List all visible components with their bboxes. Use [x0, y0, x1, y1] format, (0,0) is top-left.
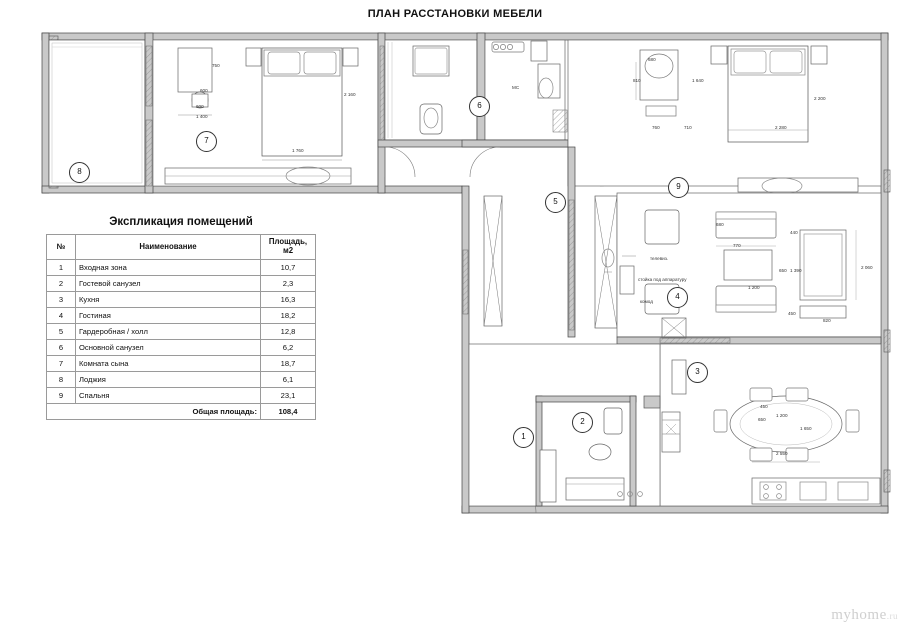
dimension-label: 2 160: [344, 92, 356, 97]
row-number: 6: [47, 340, 76, 356]
row-number: 2: [47, 276, 76, 292]
row-number: 5: [47, 324, 76, 340]
dimension-label: 680: [716, 222, 724, 227]
dimension-label: 1 650: [800, 426, 812, 431]
dimension-label: 820: [823, 318, 831, 323]
watermark-domain: .ru: [886, 611, 898, 621]
dimension-label: 450: [760, 404, 768, 409]
dimension-label: 770: [733, 243, 741, 248]
dimension-label: 1 640: [692, 78, 704, 83]
dimension-label: 2 280: [775, 125, 787, 130]
row-room-name: Основной санузел: [76, 340, 261, 356]
row-room-name: Гардеробная / холл: [76, 324, 261, 340]
table-row: [47, 356, 316, 372]
dimension-label: 750: [212, 63, 220, 68]
room-marker-9: 9: [668, 177, 689, 198]
watermark: [831, 607, 898, 624]
dimension-label: стойка под аппаратуру: [638, 277, 687, 282]
room-marker-2: 2: [572, 412, 593, 433]
dimension-label: телевиз.: [650, 256, 669, 261]
total-label: Общая площадь:: [47, 404, 261, 420]
table-row: [47, 340, 316, 356]
dimension-label: 600: [196, 104, 204, 109]
room-marker-3: 3: [687, 362, 708, 383]
row-area: 6,2: [261, 340, 316, 356]
page-title: ПЛАН РАССТАНОВКИ МЕБЕЛИ: [367, 8, 543, 20]
row-area: 6,1: [261, 372, 316, 388]
dimension-label: 760: [652, 125, 660, 130]
row-number: 7: [47, 356, 76, 372]
dimension-label: 450: [788, 311, 796, 316]
room-marker-4: 4: [667, 287, 688, 308]
dimension-label: 650: [758, 417, 766, 422]
row-number: 3: [47, 292, 76, 308]
row-room-name: Спальня: [76, 388, 261, 404]
dimension-label: 710: [684, 125, 692, 130]
table-row: [47, 260, 316, 276]
row-area: 2,3: [261, 276, 316, 292]
room-marker-1: 1: [513, 427, 534, 448]
row-area: 16,3: [261, 292, 316, 308]
row-room-name: Входная зона: [76, 260, 261, 276]
table-row: [47, 276, 316, 292]
dimension-label: 1 390: [790, 268, 802, 273]
room-schedule-table: [46, 234, 316, 420]
table-row: [47, 388, 316, 404]
dimension-label: 1 400: [196, 114, 208, 119]
column-header-number: №: [47, 235, 76, 260]
dimension-label: 650: [779, 268, 787, 273]
dimension-label: 600: [200, 88, 208, 93]
dimension-label: 1 760: [292, 148, 304, 153]
table-header-row: [47, 235, 316, 260]
row-area: 18,2: [261, 308, 316, 324]
row-room-name: Гостевой санузел: [76, 276, 261, 292]
watermark-text: myhome: [831, 607, 887, 623]
dimension-label: 810: [633, 78, 641, 83]
room-marker-6: 6: [469, 96, 490, 117]
row-area: 23,1: [261, 388, 316, 404]
dimension-label: 1 200: [776, 413, 788, 418]
row-number: 1: [47, 260, 76, 276]
row-number: 9: [47, 388, 76, 404]
dimension-label: 680: [648, 57, 656, 62]
room-schedule: [46, 216, 316, 420]
dimension-label: 2 550: [776, 451, 788, 456]
table-row: [47, 292, 316, 308]
row-area: 12,8: [261, 324, 316, 340]
row-number: 4: [47, 308, 76, 324]
dimension-label: 2 060: [861, 265, 873, 270]
row-room-name: Лоджия: [76, 372, 261, 388]
dimension-label: МС: [512, 85, 520, 90]
table-row: [47, 324, 316, 340]
room-marker-8: 8: [69, 162, 90, 183]
row-area: 10,7: [261, 260, 316, 276]
column-header-name: Наименование: [76, 235, 261, 260]
table-total-row: [47, 404, 316, 420]
dimension-label: 440: [790, 230, 798, 235]
dimension-label: 2 200: [814, 96, 826, 101]
row-room-name: Комната сына: [76, 356, 261, 372]
room-marker-7: 7: [196, 131, 217, 152]
room-schedule-title: Экспликация помещений: [109, 216, 253, 228]
dimension-label: 1 200: [748, 285, 760, 290]
row-number: 8: [47, 372, 76, 388]
dimension-label: комод: [640, 299, 653, 304]
table-row: [47, 308, 316, 324]
row-room-name: Кухня: [76, 292, 261, 308]
row-room-name: Гостиная: [76, 308, 261, 324]
table-row: [47, 372, 316, 388]
room-marker-5: 5: [545, 192, 566, 213]
row-area: 18,7: [261, 356, 316, 372]
column-header-area: Площадь, м2: [261, 235, 316, 260]
total-area: 108,4: [261, 404, 316, 420]
